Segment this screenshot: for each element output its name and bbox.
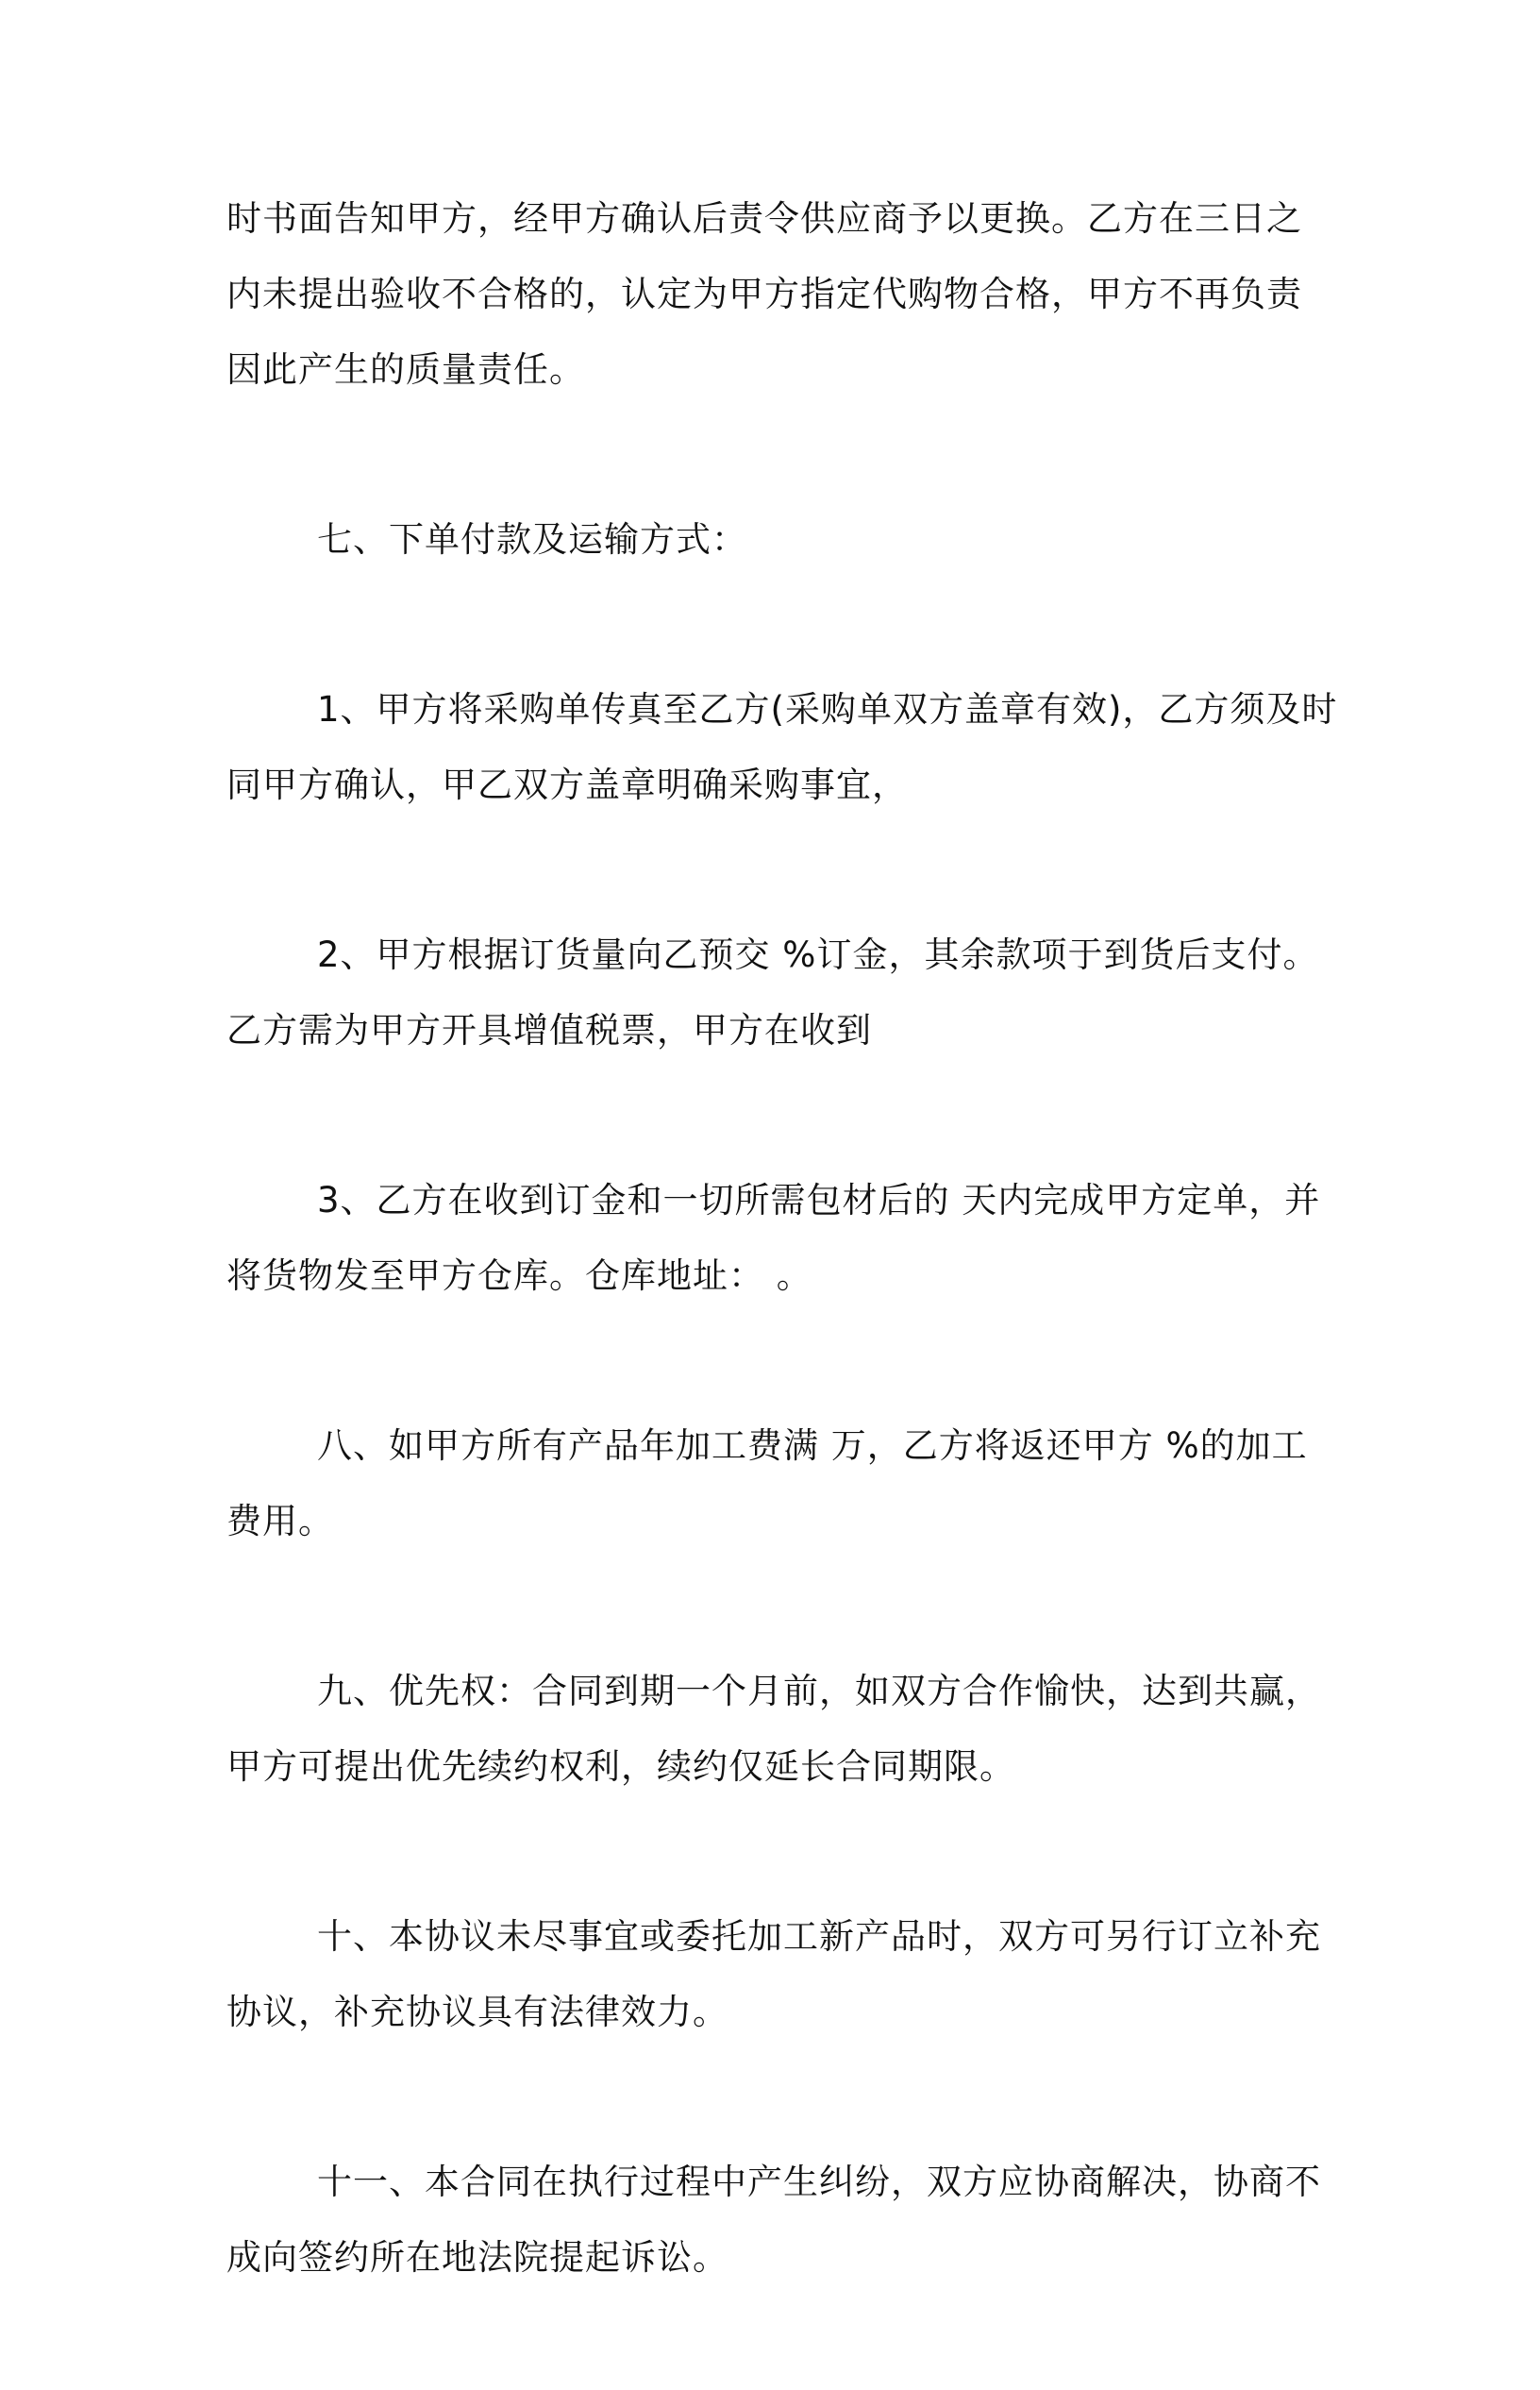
section-10 [226,1899,1321,2050]
clause-7-2 [226,917,1319,1069]
text-line: 1、甲方将采购单传真至乙方(采购单双方盖章有效)，乙方须及时 [317,689,1338,730]
text-line: 十、本协议未尽事宜或委托加工新产品时，双方可另行订立补充 [317,1916,1321,1957]
clause-7-3 [226,1163,1321,1314]
text-line: 因此产生的质量责任。 [226,349,585,390]
document-page [226,181,1338,2390]
paragraph-continuation [226,181,1314,408]
text-line: 乙方需为甲方开具增值税票，甲方在收到 [226,1010,872,1051]
clause-7-1 [226,672,1338,823]
text-line: 九、优先权：合同到期一个月前，如双方合作愉快，达到共赢， [317,1671,1321,1711]
section-9 [226,1654,1321,1805]
text-line: 时书面告知甲方，经甲方确认后责令供应商予以更换。乙方在三日之 [226,198,1302,239]
text-line: 八、如甲方所有产品年加工费满 万，乙方将返还甲方 %的加工 [317,1425,1308,1466]
section-11 [226,2145,1321,2296]
text-line: 费用。 [226,1501,334,1541]
text-line: 七、下单付款及运输方式： [317,519,747,560]
text-line: 内未提出验收不合格的，认定为甲方指定代购物合格，甲方不再负责 [226,274,1302,314]
text-line: 协议，补充协议具有法律效力。 [226,1992,728,2032]
text-line: 2、甲方根据订货量向乙预交 %订金，其余款项于到货后支付。 [317,934,1319,975]
text-line: 将货物发至甲方仓库。仓库地址： 。 [226,1255,812,1296]
text-line: 成向签约所在地法院提起诉讼。 [226,2237,728,2278]
text-line: 3、乙方在收到订金和一切所需包材后的 天内完成甲方定单，并 [317,1180,1321,1220]
section-heading-7 [226,502,1314,578]
text-line: 十一、本合同在执行过程中产生纠纷，双方应协商解决，协商不 [317,2162,1321,2202]
text-line: 甲方可提出优先续约权利，续约仅延长合同期限。 [226,1746,1015,1787]
text-line: 同甲方确认，甲乙双方盖章明确采购事宜， [226,765,908,805]
section-8 [226,1408,1314,1559]
